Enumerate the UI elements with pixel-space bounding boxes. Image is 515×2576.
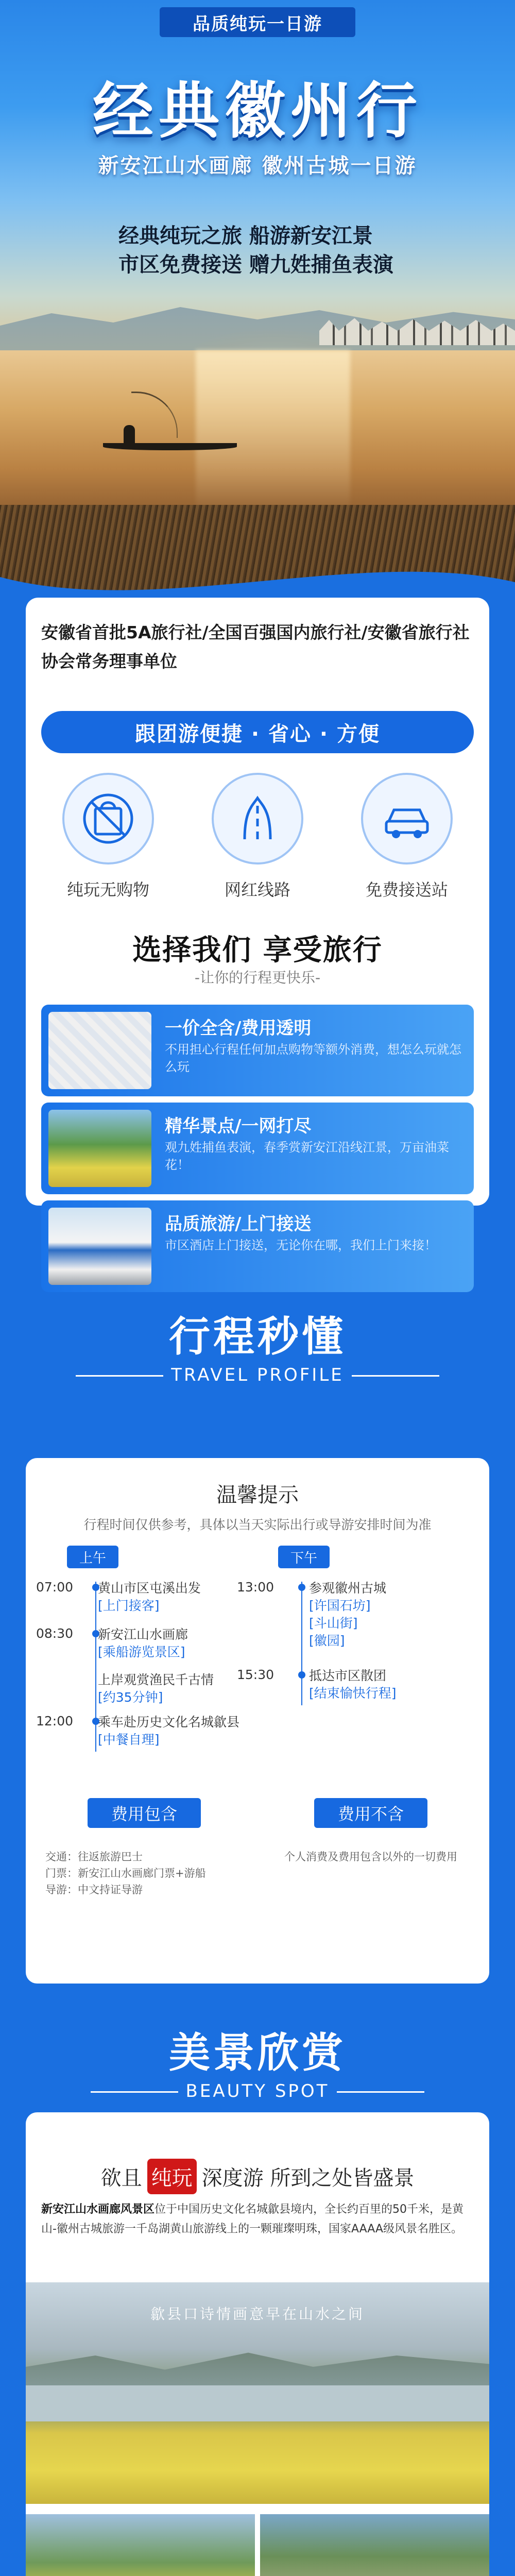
sun-reflection	[196, 350, 350, 515]
timeline-entry	[237, 1580, 474, 1657]
timeline-time: 13:00	[237, 1580, 274, 1595]
divider-line	[76, 1375, 163, 1377]
timeline-entry	[36, 1671, 258, 1713]
hero-tags	[118, 222, 479, 279]
why-item-desc: 不用担心行程任何加点购物等额外消费，想怎么玩就怎么玩	[165, 1042, 461, 1074]
fee-included	[36, 1798, 252, 1953]
money-photo	[48, 1012, 151, 1089]
scenic-area-desc: 位于中国历史文化名城歙县境内，全长约百里的50千米，是黄山-徽州古城旅游一千岛湖黄山旅游线上的一颗璀璨明珠，国家AAAA级风景名胜区。	[41, 2203, 464, 2235]
why-subtitle: -让你的行程更快乐-	[194, 969, 321, 986]
why-item-price	[41, 1005, 474, 1096]
slogan-part: 欲且	[100, 2166, 142, 2190]
photo-caption: 歙县口诗情画意早在山水之间	[150, 2306, 365, 2323]
timeline-highlight: [约35分钟]	[98, 1690, 163, 1705]
beauty-slogan	[26, 2159, 489, 2194]
reminder-text: 行程时间仅供参考，具体以当天实际出行或导游安排时间为准	[83, 1517, 432, 1532]
agency-credentials: 安徽省首批5A旅行社/全国百强国内旅行社/安徽省旅行社协会常务理事单位	[41, 622, 470, 671]
hero-banner	[0, 0, 515, 592]
timeline-entry	[36, 1626, 258, 1667]
beauty-card	[26, 2112, 489, 2576]
reminder-title: 温馨提示	[216, 1483, 299, 1507]
feature-label: 网红线路	[224, 880, 290, 900]
fishing-boat	[103, 443, 237, 450]
divider-line	[337, 2091, 424, 2093]
timeline-time: 08:30	[36, 1626, 74, 1641]
profile-heading-en-text: TRAVEL PROFILE	[171, 1365, 344, 1385]
convenience-bar: 跟团游便捷 · 省心 · 方便	[41, 711, 474, 753]
timeline-desc	[309, 1580, 464, 1650]
divider-line	[91, 2091, 178, 2093]
pm-label: 下午	[278, 1546, 330, 1568]
why-item-transfer	[41, 1200, 474, 1292]
timeline-highlight: [结束愉快行程]	[309, 1686, 397, 1701]
why-item-desc: 市区酒店上门接送，无论你在哪，我们上门来接！	[165, 1238, 437, 1252]
fee-excluded-label: 费用不含	[314, 1798, 427, 1828]
beauty-section-header	[0, 2020, 515, 2102]
divider-line	[352, 1375, 439, 1377]
timeline-highlight: [许国石坊] [斗山街] [徽园]	[309, 1598, 371, 1648]
tour-bus-photo	[48, 1208, 151, 1285]
timeline-entry	[36, 1714, 258, 1755]
profile-card	[26, 1458, 489, 1984]
rapeseed-photo	[48, 1110, 151, 1187]
fee-included-label: 费用包含	[88, 1798, 201, 1828]
timeline-text: 新安江山水画廊	[98, 1627, 188, 1642]
timeline-desc	[309, 1667, 464, 1702]
timeline-time: 07:00	[36, 1580, 74, 1595]
timeline-desc	[98, 1580, 252, 1615]
fee-included-text: 交通：往返旅游巴士 门票：新安江山水画廊门票+游船 导游：中文持证导游	[45, 1851, 206, 1896]
timeline-time: 12:00	[36, 1714, 74, 1728]
why-item-title: 一价全含/费用透明	[165, 1018, 312, 1039]
river-blossom-photo	[260, 2514, 489, 2576]
timeline-text: 参观徽州古城	[309, 1581, 387, 1596]
hero-tag: 经典纯玩之旅 船游新安江景	[118, 224, 373, 248]
timeline-desc	[98, 1626, 252, 1661]
slogan-seal: 纯玩	[147, 2159, 197, 2194]
timeline-highlight: [中餐自理]	[98, 1732, 160, 1747]
timeline-entry	[237, 1667, 474, 1708]
why-title: 选择我们 享受旅行	[132, 934, 383, 967]
hero-title: 经典徽州行	[92, 75, 422, 146]
profile-section-header	[0, 1303, 515, 1385]
timeline-entry	[36, 1580, 258, 1621]
feature-label: 纯玩无购物	[66, 880, 149, 900]
feature-icon-circle	[212, 773, 303, 865]
why-item-title: 精华景点/一网打尽	[165, 1116, 312, 1137]
scenic-area-intro	[41, 2200, 474, 2239]
feature-route	[201, 773, 314, 901]
hero-tag: 市区免费接送 赠九姓捕鱼表演	[118, 253, 393, 277]
timeline-highlight: [乘船游览景区]	[98, 1645, 185, 1659]
feature-label: 免费接送站	[365, 880, 448, 900]
am-label: 上午	[67, 1546, 118, 1568]
timeline-text: 抵达市区散团	[309, 1668, 387, 1683]
road-icon	[229, 790, 286, 847]
timeline-desc	[98, 1714, 252, 1749]
timeline-text: 黄山市区屯溪出发	[98, 1581, 201, 1596]
intro-card	[26, 598, 489, 1252]
hero-subtitle: 新安江山水画廊 徽州古城一日游	[98, 154, 417, 178]
timeline-highlight: [上门接客]	[98, 1598, 160, 1613]
river-band	[26, 2385, 489, 2421]
profile-heading: 行程秒懂	[169, 1313, 346, 1361]
quality-badge: 品质纯玩一日游	[160, 7, 355, 37]
slogan-part: 深度游 所到之处皆盛景	[201, 2166, 415, 2190]
river-valley-photo	[26, 2282, 489, 2504]
profile-heading-en	[0, 1365, 515, 1385]
scenic-area-name: 新安江山水画廊风景区	[41, 2203, 155, 2216]
timeline-text: 上岸观赏渔民千古情	[98, 1672, 214, 1687]
why-item-title: 品质旅游/上门接送	[165, 1214, 312, 1234]
beauty-heading-en-text: BEAUTY SPOT	[185, 2081, 330, 2102]
why-item-desc: 观九姓捕鱼表演，春季赏新安江沿线江景，万亩油菜花！	[165, 1140, 449, 1172]
why-item-scenery	[41, 1103, 474, 1194]
beauty-heading-en	[0, 2081, 515, 2102]
feature-no-shopping	[52, 773, 165, 901]
fee-excluded	[263, 1798, 479, 1953]
timeline-text: 乘车赴历史文化名城歙县	[98, 1715, 240, 1730]
feature-icon-circle	[62, 773, 154, 865]
fee-excluded-text: 个人消费及费用包含以外的一切费用	[284, 1851, 457, 1863]
car-icon	[379, 790, 435, 847]
timeline-desc	[98, 1671, 252, 1706]
rapeseed-village-photo	[26, 2514, 255, 2576]
village-skyline	[319, 309, 515, 345]
fisherman	[124, 425, 135, 445]
feature-icon-circle	[361, 773, 453, 865]
feature-transfer	[350, 773, 464, 901]
timeline-time: 15:30	[237, 1667, 274, 1682]
no-shopping-icon	[80, 790, 136, 847]
beauty-heading: 美景欣赏	[169, 2029, 346, 2077]
